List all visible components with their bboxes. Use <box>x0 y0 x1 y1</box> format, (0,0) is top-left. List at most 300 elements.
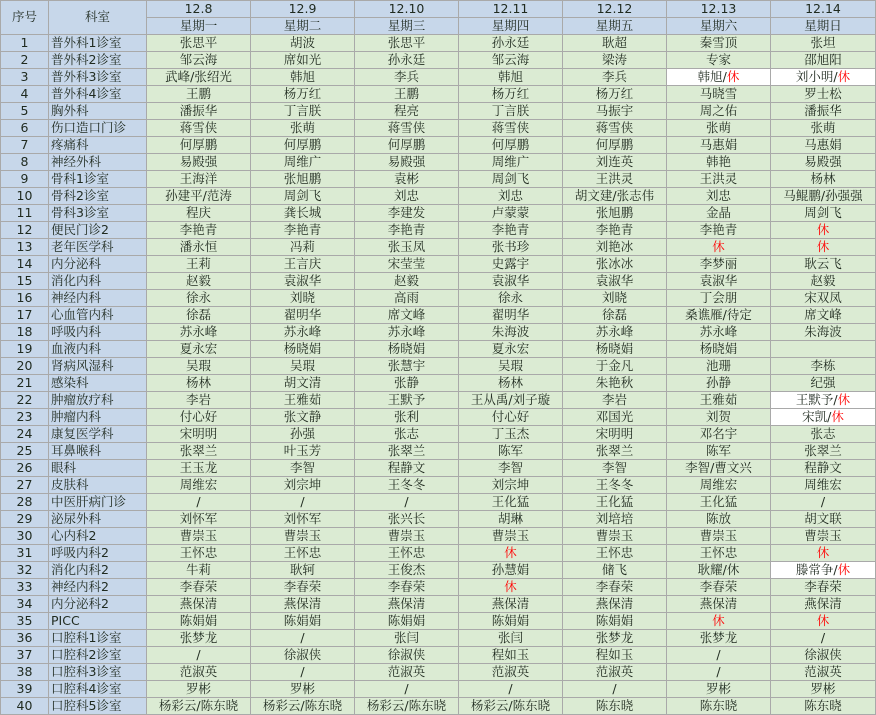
table-row <box>1 307 876 324</box>
row-number: 15 <box>1 273 49 290</box>
row-number: 11 <box>1 205 49 222</box>
table-row <box>1 239 876 256</box>
duty-cell: 马惠娟 <box>771 137 876 154</box>
duty-cell: 罗彬 <box>147 681 251 698</box>
duty-cell: 潘振华 <box>147 103 251 120</box>
header-date: 12.10 <box>355 1 459 18</box>
row-number: 3 <box>1 69 49 86</box>
duty-cell: 李艳青 <box>667 222 771 239</box>
department-name: 皮肤科 <box>49 477 147 494</box>
duty-cell: 于金凡 <box>563 358 667 375</box>
row-number: 31 <box>1 545 49 562</box>
duty-cell: 宋莹莹 <box>355 256 459 273</box>
duty-cell: 李艳青 <box>147 222 251 239</box>
department-name: 胸外科 <box>49 103 147 120</box>
rest-marker: 休 <box>726 68 740 84</box>
rest-marker: 休 <box>837 391 851 407</box>
duty-cell: 胡文建/张志伟 <box>563 188 667 205</box>
table-row <box>1 137 876 154</box>
table-row <box>1 120 876 137</box>
duty-cell: 李智 <box>459 460 563 477</box>
department-name: 骨科2诊室 <box>49 188 147 205</box>
duty-cell: 池珊 <box>667 358 771 375</box>
duty-cell: 曹崇玉 <box>251 528 355 545</box>
table-row <box>1 392 876 409</box>
duty-cell: / <box>771 630 876 647</box>
header-date: 12.11 <box>459 1 563 18</box>
table-body <box>1 35 876 715</box>
table-row <box>1 222 876 239</box>
duty-cell: 罗彬 <box>251 681 355 698</box>
row-number: 28 <box>1 494 49 511</box>
department-name: 血液内科 <box>49 341 147 358</box>
duty-cell: 韩旭 <box>459 69 563 86</box>
duty-cell: 纪强 <box>771 375 876 392</box>
duty-cell: 杨彩云/陈东晓 <box>355 698 459 715</box>
table-row <box>1 69 876 86</box>
table-row <box>1 681 876 698</box>
row-number: 34 <box>1 596 49 613</box>
duty-cell: 袁淑华 <box>459 273 563 290</box>
duty-cell: 燕保清 <box>251 596 355 613</box>
duty-cell: 徐淑侠 <box>251 647 355 664</box>
duty-cell: 吴瑕 <box>251 358 355 375</box>
duty-cell: 刘培培 <box>563 511 667 528</box>
department-name: 口腔科4诊室 <box>49 681 147 698</box>
duty-cell: 杨彩云/陈东晓 <box>147 698 251 715</box>
duty-cell: 孙慧娟 <box>459 562 563 579</box>
department-name: 老年医学科 <box>49 239 147 256</box>
duty-cell: 付心好 <box>459 409 563 426</box>
duty-cell: 程如玉 <box>459 647 563 664</box>
duty-cell: 张闫 <box>355 630 459 647</box>
duty-cell: 燕保清 <box>459 596 563 613</box>
row-number: 36 <box>1 630 49 647</box>
duty-cell: 吴瑕 <box>147 358 251 375</box>
duty-cell: 丁言朕 <box>459 103 563 120</box>
rest-marker: 休 <box>504 544 517 560</box>
table-row <box>1 698 876 715</box>
duty-cell: 宋双凤 <box>771 290 876 307</box>
table-row <box>1 358 876 375</box>
row-number: 20 <box>1 358 49 375</box>
header-weekday: 星期五 <box>563 18 667 35</box>
duty-cell: 杨晓娟 <box>251 341 355 358</box>
row-number: 10 <box>1 188 49 205</box>
duty-cell: / <box>355 681 459 698</box>
table-row <box>1 52 876 69</box>
duty-cell: 李岩 <box>147 392 251 409</box>
duty-cell: 张闫 <box>459 630 563 647</box>
duty-cell: 陈娟娟 <box>251 613 355 630</box>
duty-cell: 程庆 <box>147 205 251 222</box>
duty-cell: 李春荣 <box>563 579 667 596</box>
header-weekday: 星期三 <box>355 18 459 35</box>
department-name: 普外科1诊室 <box>49 35 147 52</box>
duty-cell: 徐淑侠 <box>771 647 876 664</box>
row-number: 21 <box>1 375 49 392</box>
duty-cell: 周维广 <box>459 154 563 171</box>
duty-cell: 翟明华 <box>251 307 355 324</box>
table-row <box>1 375 876 392</box>
department-name: 普外科2诊室 <box>49 52 147 69</box>
duty-cell: 李艳青 <box>459 222 563 239</box>
duty-cell <box>459 545 563 562</box>
duty-cell: 韩旭 <box>251 69 355 86</box>
table-row <box>1 630 876 647</box>
department-name: 中医肝病门诊 <box>49 494 147 511</box>
duty-cell: 刘宗坤 <box>459 477 563 494</box>
department-name: 消化内科2 <box>49 562 147 579</box>
duty-cell: 刘艳冰 <box>563 239 667 256</box>
duty-cell: 牛莉 <box>147 562 251 579</box>
rest-marker: 休 <box>837 68 851 84</box>
department-name: 骨科3诊室 <box>49 205 147 222</box>
header-weekday: 星期二 <box>251 18 355 35</box>
duty-cell: 范淑英 <box>459 664 563 681</box>
duty-cell: 赵毅 <box>147 273 251 290</box>
duty-cell: 刘忠 <box>459 188 563 205</box>
duty-cell: 周维宏 <box>147 477 251 494</box>
duty-cell <box>771 341 876 358</box>
duty-cell: 刘连英 <box>563 154 667 171</box>
duty-cell: 何厚鹏 <box>563 137 667 154</box>
table-row <box>1 647 876 664</box>
department-name: 内分泌科2 <box>49 596 147 613</box>
duty-cell: 胡波 <box>251 35 355 52</box>
row-number: 7 <box>1 137 49 154</box>
duty-cell: 李春荣 <box>771 579 876 596</box>
duty-cell: 马晓雪 <box>667 86 771 103</box>
duty-cell: 徐永 <box>147 290 251 307</box>
row-number: 29 <box>1 511 49 528</box>
department-name: 口腔科5诊室 <box>49 698 147 715</box>
table-row <box>1 460 876 477</box>
doctor-name: 滕常争/ <box>795 561 838 577</box>
duty-cell: 李兵 <box>563 69 667 86</box>
row-number: 40 <box>1 698 49 715</box>
table-row <box>1 596 876 613</box>
duty-cell: 刘晓 <box>563 290 667 307</box>
duty-cell: 李春荣 <box>667 579 771 596</box>
rest-marker: 休 <box>816 612 830 628</box>
duty-cell: 曹崇玉 <box>147 528 251 545</box>
rest-marker: 休 <box>816 544 830 560</box>
duty-cell: 程亮 <box>355 103 459 120</box>
duty-cell: 李艳青 <box>355 222 459 239</box>
duty-cell: 张志 <box>771 426 876 443</box>
duty-cell: / <box>667 647 771 664</box>
duty-cell: 刘宗坤 <box>251 477 355 494</box>
duty-cell: 丁会朋 <box>667 290 771 307</box>
duty-cell: 叶玉芳 <box>251 443 355 460</box>
duty-cell: 杨林 <box>459 375 563 392</box>
header-date: 12.13 <box>667 1 771 18</box>
department-name: 疼痛科 <box>49 137 147 154</box>
duty-cell: 耿耀/休 <box>667 562 771 579</box>
duty-cell: 邓国光 <box>563 409 667 426</box>
duty-cell: 李栋 <box>771 358 876 375</box>
duty-cell: 秦雪顶 <box>667 35 771 52</box>
duty-cell: 张志 <box>355 426 459 443</box>
duty-cell: 程静文 <box>355 460 459 477</box>
row-number: 33 <box>1 579 49 596</box>
duty-cell: / <box>251 630 355 647</box>
duty-cell: 王冬冬 <box>355 477 459 494</box>
table-row <box>1 205 876 222</box>
duty-cell: 张坦 <box>771 35 876 52</box>
department-name: 神经外科 <box>49 154 147 171</box>
duty-cell: 张萌 <box>771 120 876 137</box>
table-row <box>1 494 876 511</box>
duty-cell: 陈放 <box>667 511 771 528</box>
duty-cell: 张萌 <box>667 120 771 137</box>
department-name: 肿瘤内科 <box>49 409 147 426</box>
department-name: 耳鼻喉科 <box>49 443 147 460</box>
duty-cell: 苏永峰 <box>147 324 251 341</box>
duty-cell: 何厚鹏 <box>251 137 355 154</box>
row-number: 24 <box>1 426 49 443</box>
duty-cell: 杨晓娟 <box>355 341 459 358</box>
duty-cell: 王玉龙 <box>147 460 251 477</box>
duty-cell: 曹崇玉 <box>771 528 876 545</box>
row-number: 25 <box>1 443 49 460</box>
duty-cell: 张梦龙 <box>563 630 667 647</box>
duty-cell: 王化猛 <box>667 494 771 511</box>
duty-cell: 范淑英 <box>771 664 876 681</box>
duty-cell: 张旭鹏 <box>251 171 355 188</box>
duty-cell: 王怀忠 <box>251 545 355 562</box>
department-name: 伤口造口门诊 <box>49 120 147 137</box>
row-number: 5 <box>1 103 49 120</box>
department-name: 心血管内科 <box>49 307 147 324</box>
duty-cell: 陈娟娟 <box>563 613 667 630</box>
duty-cell: / <box>147 494 251 511</box>
table-header <box>1 1 876 35</box>
row-number: 27 <box>1 477 49 494</box>
duty-cell <box>771 409 876 426</box>
duty-cell: 张文静 <box>251 409 355 426</box>
duty-cell: 席如光 <box>251 52 355 69</box>
duty-cell: 范淑英 <box>355 664 459 681</box>
duty-cell <box>771 613 876 630</box>
duty-cell: 邵旭阳 <box>771 52 876 69</box>
duty-cell: 刘晓 <box>251 290 355 307</box>
duty-cell <box>667 69 771 86</box>
duty-cell: 张冰冰 <box>563 256 667 273</box>
duty-cell: 梁涛 <box>563 52 667 69</box>
duty-cell: 张慧宇 <box>355 358 459 375</box>
table-row <box>1 409 876 426</box>
duty-cell: 李春荣 <box>147 579 251 596</box>
duty-cell: 史露宇 <box>459 256 563 273</box>
duty-cell: 卢蒙蒙 <box>459 205 563 222</box>
duty-cell <box>771 222 876 239</box>
duty-cell: 王默予 <box>355 392 459 409</box>
duty-cell: 朱艳秋 <box>563 375 667 392</box>
header-department: 科室 <box>49 1 147 35</box>
duty-cell: 燕保清 <box>563 596 667 613</box>
department-name: 泌尿外科 <box>49 511 147 528</box>
row-number: 13 <box>1 239 49 256</box>
duty-cell: 范淑英 <box>147 664 251 681</box>
rest-marker: 休 <box>712 612 725 628</box>
rest-marker: 休 <box>504 578 517 594</box>
rest-marker: 休 <box>816 221 830 237</box>
row-number: 16 <box>1 290 49 307</box>
duty-cell: 李春荣 <box>251 579 355 596</box>
duty-cell: 王化猛 <box>459 494 563 511</box>
duty-cell: 孙建平/范涛 <box>147 188 251 205</box>
duty-cell: 李梦丽 <box>667 256 771 273</box>
duty-cell: 潘振华 <box>771 103 876 120</box>
row-number: 6 <box>1 120 49 137</box>
duty-cell: 王化猛 <box>563 494 667 511</box>
duty-cell: 张翠兰 <box>771 443 876 460</box>
duty-cell: 王莉 <box>147 256 251 273</box>
duty-cell: / <box>147 647 251 664</box>
department-name: 普外科4诊室 <box>49 86 147 103</box>
duty-cell: 袁彬 <box>355 171 459 188</box>
row-number: 23 <box>1 409 49 426</box>
duty-cell: 杨万红 <box>459 86 563 103</box>
duty-cell: 刘忠 <box>355 188 459 205</box>
duty-cell: 徐永 <box>459 290 563 307</box>
duty-cell: 陈东晓 <box>771 698 876 715</box>
row-number: 2 <box>1 52 49 69</box>
duty-cell: 周剑飞 <box>459 171 563 188</box>
table-row <box>1 154 876 171</box>
row-number: 17 <box>1 307 49 324</box>
duty-cell: 杨林 <box>147 375 251 392</box>
duty-cell: 李智 <box>251 460 355 477</box>
duty-cell: 王言庆 <box>251 256 355 273</box>
duty-cell: 陈东晓 <box>563 698 667 715</box>
duty-cell: 王洪灵 <box>563 171 667 188</box>
row-number: 12 <box>1 222 49 239</box>
duty-cell: 王鹏 <box>147 86 251 103</box>
table-row <box>1 545 876 562</box>
row-number: 32 <box>1 562 49 579</box>
table-row <box>1 511 876 528</box>
table-row <box>1 35 876 52</box>
header-date: 12.14 <box>771 1 876 18</box>
duty-cell: 席文峰 <box>771 307 876 324</box>
duty-cell: 陈娟娟 <box>355 613 459 630</box>
header-weekday: 星期六 <box>667 18 771 35</box>
duty-cell: 陈娟娟 <box>459 613 563 630</box>
duty-cell: 吴瑕 <box>459 358 563 375</box>
duty-cell: 陈东晓 <box>667 698 771 715</box>
duty-cell <box>667 613 771 630</box>
header-date: 12.12 <box>563 1 667 18</box>
duty-cell <box>771 69 876 86</box>
duty-cell: / <box>771 494 876 511</box>
duty-cell: 范淑英 <box>563 664 667 681</box>
duty-cell: 丁玉杰 <box>459 426 563 443</box>
department-name: 口腔科2诊室 <box>49 647 147 664</box>
duty-cell: 袁淑华 <box>251 273 355 290</box>
duty-cell: 王雅茹 <box>667 392 771 409</box>
rest-marker: 休 <box>816 238 830 254</box>
doctor-name: 宋凯/ <box>802 408 832 424</box>
row-number: 22 <box>1 392 49 409</box>
row-number: 19 <box>1 341 49 358</box>
duty-cell: 席文峰 <box>355 307 459 324</box>
duty-cell: 杨彩云/陈东晓 <box>459 698 563 715</box>
department-name: 口腔科1诊室 <box>49 630 147 647</box>
duty-cell: 杨林 <box>771 171 876 188</box>
duty-cell: / <box>251 494 355 511</box>
duty-cell: 王鹏 <box>355 86 459 103</box>
doctor-name: 王默予/ <box>795 391 838 407</box>
duty-cell: 苏永峰 <box>355 324 459 341</box>
duty-cell: 张萌 <box>251 120 355 137</box>
duty-cell: 程静文 <box>771 460 876 477</box>
duty-cell: 李建发 <box>355 205 459 222</box>
table-row <box>1 528 876 545</box>
row-number: 39 <box>1 681 49 698</box>
row-number: 37 <box>1 647 49 664</box>
duty-cell: 蒋雪侠 <box>355 120 459 137</box>
duty-cell: 宋明明 <box>147 426 251 443</box>
duty-cell: 易殿强 <box>771 154 876 171</box>
header-date: 12.8 <box>147 1 251 18</box>
duty-cell: 潘永恒 <box>147 239 251 256</box>
duty-cell: 刘怀军 <box>147 511 251 528</box>
header-weekday: 星期四 <box>459 18 563 35</box>
duty-cell: 张静 <box>355 375 459 392</box>
duty-cell: 徐淑侠 <box>355 647 459 664</box>
duty-cell: 胡琳 <box>459 511 563 528</box>
duty-cell: 李艳青 <box>563 222 667 239</box>
row-number: 14 <box>1 256 49 273</box>
duty-cell: 张兴长 <box>355 511 459 528</box>
duty-cell: 罗士松 <box>771 86 876 103</box>
duty-cell: 张旭鹏 <box>563 205 667 222</box>
row-number: 35 <box>1 613 49 630</box>
duty-cell: 金晶 <box>667 205 771 222</box>
duty-cell: / <box>563 681 667 698</box>
duty-cell: 徐磊 <box>563 307 667 324</box>
duty-cell: 蒋雪侠 <box>459 120 563 137</box>
duty-cell: 罗彬 <box>667 681 771 698</box>
table-row <box>1 477 876 494</box>
row-number: 1 <box>1 35 49 52</box>
duty-cell: 胡文清 <box>251 375 355 392</box>
doctor-name: 韩旭/ <box>697 68 727 84</box>
duty-cell: 周维广 <box>251 154 355 171</box>
duty-cell: 苏永峰 <box>563 324 667 341</box>
department-name: 肾病风湿科 <box>49 358 147 375</box>
department-name: 口腔科3诊室 <box>49 664 147 681</box>
row-number: 8 <box>1 154 49 171</box>
duty-cell: 杨万红 <box>251 86 355 103</box>
duty-cell: 徐磊 <box>147 307 251 324</box>
duty-cell: 何厚鹏 <box>459 137 563 154</box>
duty-cell: 苏永峰 <box>667 324 771 341</box>
duty-cell: 刘贺 <box>667 409 771 426</box>
duty-cell: 邹云海 <box>459 52 563 69</box>
duty-cell: 燕保清 <box>147 596 251 613</box>
duty-cell <box>459 579 563 596</box>
table-row <box>1 188 876 205</box>
duty-cell: 周维宏 <box>667 477 771 494</box>
duty-cell: 张翠兰 <box>563 443 667 460</box>
duty-cell: 邹云海 <box>147 52 251 69</box>
duty-cell: 冯莉 <box>251 239 355 256</box>
duty-cell: 桑谯雁/待定 <box>667 307 771 324</box>
